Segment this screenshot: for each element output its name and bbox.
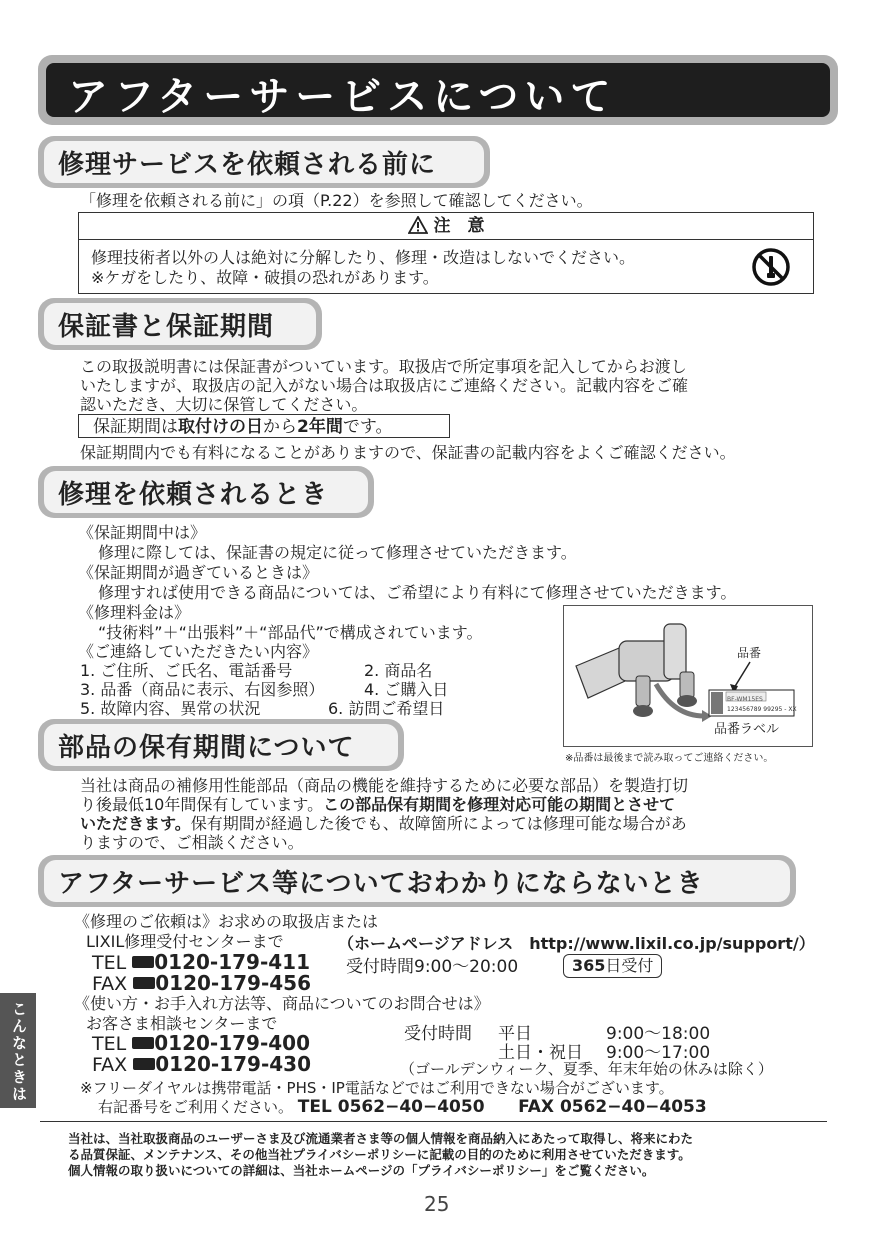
caution-title: 注 意 (433, 216, 485, 236)
page-title-bar (38, 55, 838, 125)
parts-emphasis: この部品保有期間を修理対応可能の期間とさせて (323, 795, 676, 814)
weekend-hours: 9:00〜17:00 (606, 1043, 711, 1063)
caution-line-1: 修理技術者以外の人は絶対に分解したり、修理・改造はしないでください。 (91, 248, 636, 267)
page-title: アフターサービスについて (68, 74, 617, 120)
period-start: 取付けの日 (178, 417, 263, 437)
side-tab-label: こんなときは (10, 1001, 28, 1103)
caution-box (78, 212, 814, 294)
repair-tel-number[interactable]: 0120-179-411 (154, 950, 311, 974)
warranty-line-2: いたしますが、取扱店の記入がない場合は取扱店にご連絡ください。記載内容をご確 (80, 376, 689, 395)
tel-label: TEL (92, 952, 127, 974)
request-line: 修理すれば使用できる商品については、ご希望により有料にて修理させていただきます。 (98, 583, 737, 602)
parts-line-1: 当社は商品の補修用性能部品（商品の機能を維持するために必要な部品）を製造打切 (80, 776, 689, 795)
tel-label: TEL (92, 1033, 127, 1055)
privacy-line-2: る品質保証、メンテナンス、その他当社プライバシーポリシーに記載の目的のために利用させていただきます。 (68, 1147, 691, 1162)
warranty-period-box (78, 414, 450, 438)
free-dial-note-1: ※フリーダイヤルは携帯電話・PHS・IP電話などではご利用できない場合がございます。 (80, 1079, 674, 1097)
warning-triangle-icon (408, 216, 428, 242)
hours-label: 受付時間 (404, 1024, 472, 1044)
section-title: 修理サービスを依頼される前に (58, 150, 437, 180)
no-disassembly-icon (751, 247, 791, 291)
365-day-badge (563, 954, 662, 978)
parts-text: り後最低10年間保有しています。 (80, 795, 324, 814)
homepage-address[interactable]: （ホームページアドレス http://www.lixil.co.jp/support/） (338, 934, 815, 953)
weekend-label: 土日・祝日 (498, 1043, 583, 1063)
product-label-figure (563, 605, 813, 747)
customer-center-name: お客さま相談センターまで (86, 1014, 278, 1033)
period-text: 保証期間は (93, 417, 178, 437)
parts-line-4: りますので、ご相談ください。 (80, 833, 304, 852)
section-heading-warranty (38, 298, 322, 350)
parts-line-3 (80, 814, 687, 833)
parts-text: 保有期間が経過した後でも、故障箇所によっては修理可能な場合があ (190, 814, 687, 833)
repair-fax-row (92, 971, 311, 995)
figure-label-rabel: 品番ラベル (714, 722, 780, 737)
request-line: 《保証期間が過ぎているときは》 (78, 563, 319, 582)
contact-item: 5. 故障内容、異常の状況 (80, 699, 261, 718)
badge-number: 365 (572, 956, 606, 975)
figure-label-hinban: 品番 (737, 646, 762, 660)
section-heading-before-repair (38, 136, 490, 188)
section-heading-request (38, 466, 374, 518)
page-number: 25 (424, 1192, 450, 1216)
period-length: 2年間 (297, 417, 343, 437)
section-title: 修理を依頼されるとき (58, 480, 329, 510)
section-title: 部品の保有期間について (58, 733, 355, 763)
repair-hours: 受付時間9:00〜20:00 (346, 957, 519, 977)
customer-fax-row (92, 1052, 311, 1076)
free-dial-icon (132, 1037, 154, 1049)
caution-line-2: ※ケガをしたり、故障・破損の恐れがあります。 (91, 268, 439, 287)
free-dial-note-text: 右記番号をご利用ください。 (98, 1098, 294, 1116)
section-title: アフターサービス等についておわかりにならないとき (58, 869, 704, 899)
usage-inquiry-line: 《使い方・お手入れ方法等、商品についてのお問合せは》 (74, 994, 490, 1013)
weekday-label: 平日 (498, 1024, 532, 1044)
warranty-line-4: 保証期間内でも有料になることがありますので、保証書の記載内容をよくご確認ください。 (80, 443, 736, 462)
figure-caption: ※品番は最後まで読み取ってご連絡ください。 (565, 753, 774, 764)
free-dial-icon (132, 956, 154, 968)
figure-label-number: 123456789 99295 - XX (727, 706, 797, 713)
customer-tel-number[interactable]: 0120-179-400 (154, 1031, 311, 1055)
caution-header (79, 213, 813, 240)
parts-line-2 (80, 795, 675, 814)
holiday-note: （ゴールデンウィーク、夏季、年末年始の休みは除く） (400, 1060, 773, 1078)
section-heading-parts (38, 719, 404, 771)
weekday-hours: 9:00〜18:00 (606, 1024, 711, 1044)
alt-fax-number[interactable]: FAX 0562−40−4053 (518, 1097, 707, 1117)
free-dial-note-2 (98, 1096, 707, 1117)
free-dial-icon (133, 977, 155, 989)
privacy-line-3: 個人情報の取り扱いについての詳細は、当社ホームページの「プライバシーポリシー」をご覧ください。 (68, 1163, 655, 1178)
warranty-line-3: 認いただき、大切に保管してください。 (80, 395, 368, 414)
section-heading-contact (38, 855, 796, 907)
fax-label: FAX (92, 1054, 128, 1076)
contact-item: 3. 品番（商品に表示、右図参照） (80, 680, 325, 699)
repair-center-name: LIXIL修理受付センターまで (86, 932, 284, 951)
request-line: 《ご連絡していただきたい内容》 (78, 642, 319, 661)
free-dial-icon (133, 1058, 155, 1070)
side-tab (0, 993, 36, 1108)
page-title-panel (46, 63, 830, 120)
parts-emphasis: いただきます。 (80, 814, 191, 833)
contact-item: 6. 訪問ご希望日 (328, 699, 445, 718)
contact-item: 4. ご購入日 (364, 680, 449, 699)
customer-fax-number[interactable]: 0120-179-430 (155, 1052, 312, 1076)
repair-fax-number[interactable]: 0120-179-456 (155, 971, 312, 995)
request-line: “技術料”＋“出張料”＋“部品代”で構成されています。 (98, 623, 483, 642)
before-repair-note: 「修理を依頼される前に」の項（P.22）を参照して確認してください。 (80, 191, 593, 210)
fax-label: FAX (92, 973, 128, 995)
divider (40, 1121, 827, 1122)
request-line: 《保証期間中は》 (78, 523, 207, 542)
request-line: 《修理料金は》 (78, 603, 191, 622)
period-text: から (263, 417, 297, 437)
period-text: です。 (342, 417, 393, 437)
repair-request-line: 《修理のご依頼は》お求めの取扱店または (74, 912, 379, 931)
alt-tel-number[interactable]: TEL 0562−40−4050 (297, 1097, 485, 1117)
privacy-line-1: 当社は、当社取扱商品のユーザーさま及び流通業者さま等の個人情報を商品納入にあたって取得し、将来にわた (68, 1131, 694, 1146)
request-line: 修理に際しては、保証書の規定に従って修理させていただきます。 (98, 543, 577, 562)
figure-label-code: BF-WM15ES (727, 696, 763, 703)
contact-item: 2. 商品名 (364, 661, 433, 680)
section-title: 保証書と保証期間 (58, 312, 275, 342)
badge-text: 日受付 (605, 956, 654, 975)
warranty-line-1: この取扱説明書には保証書がついています。取扱店で所定事項を記入してからお渡し (80, 357, 687, 376)
contact-item: 1. ご住所、ご氏名、電話番号 (80, 661, 293, 680)
